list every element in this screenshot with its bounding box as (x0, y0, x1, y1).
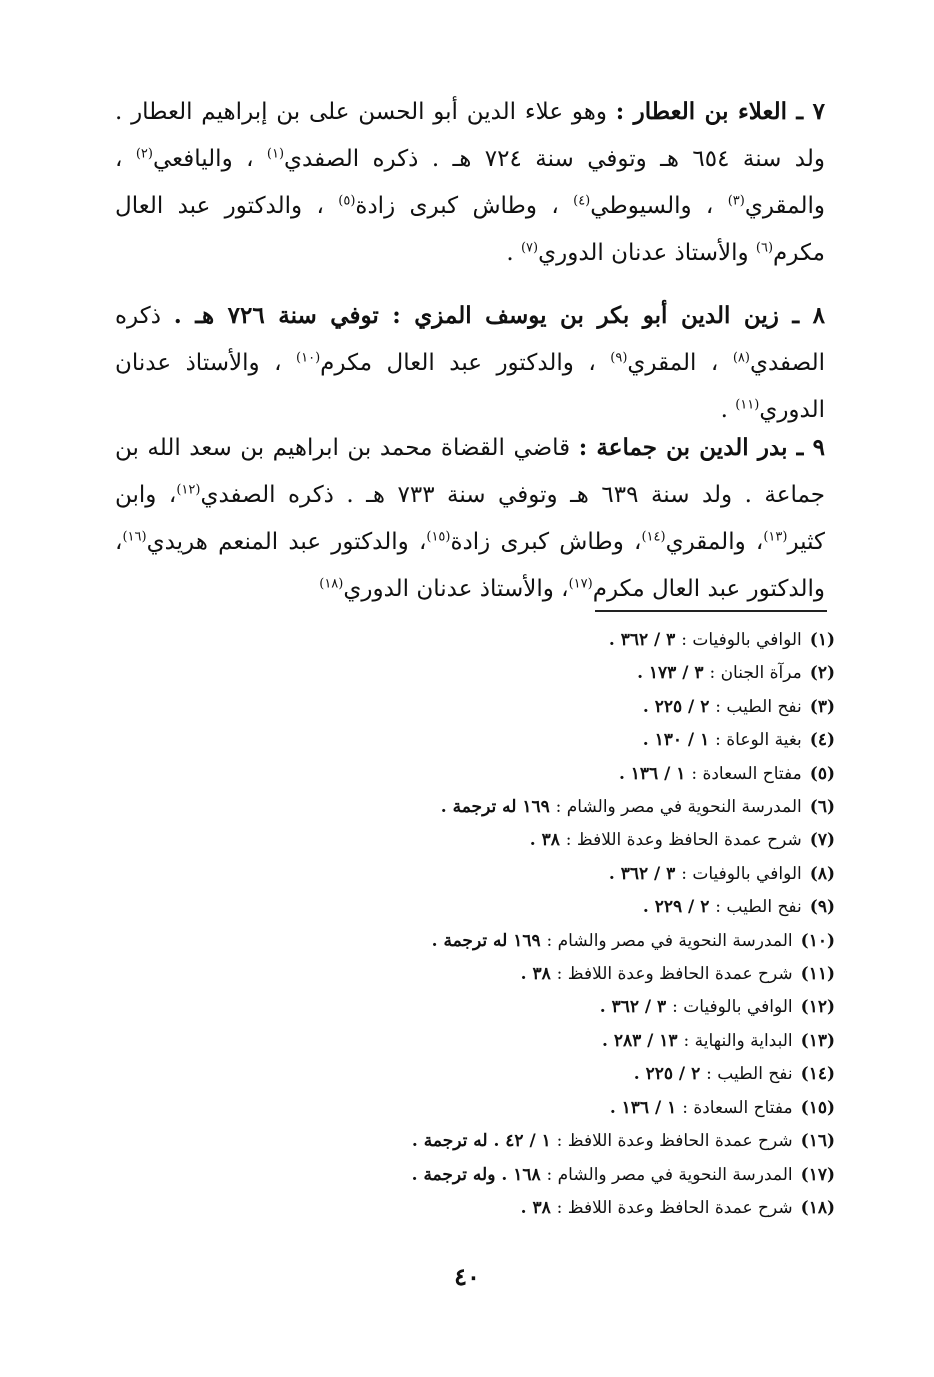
footnote-source: نفح الطيب : (715, 897, 802, 918)
footnote-ref[interactable]: (١١) (735, 397, 760, 413)
page-number: ٤٠ (454, 1262, 480, 1291)
footnote-number: (١٧) (800, 1164, 835, 1185)
footnote-reference: ٣ / ٣٦٢ . (608, 630, 682, 650)
footnote-item (300, 824, 835, 857)
footnote-number: (١٠) (800, 930, 835, 951)
footnote-item (300, 724, 835, 757)
footnote-ref[interactable]: (٦) (755, 240, 774, 256)
footnote-item (300, 657, 835, 690)
footnote-number: (١٨) (800, 1197, 835, 1218)
footnote-source: نفح الطيب : (706, 1064, 793, 1085)
footnote-item (300, 1159, 835, 1192)
entry-text: ذكره الصفدي (115, 303, 826, 376)
footnote-reference: ١ / ١٣٦ . (618, 763, 692, 784)
biography-entry-7 (115, 88, 825, 277)
biography-entry-8 (115, 292, 825, 434)
entry-text: ، والدكتور عبد المنعم هريدي (146, 529, 427, 555)
footnote-ref[interactable]: (١٣) (763, 529, 788, 545)
footnote-reference: ٢ / ٢٢٥ . (642, 696, 716, 717)
footnote-number: (١) (809, 630, 835, 650)
footnote-reference: ١٣ / ٢٨٣ . (601, 1030, 684, 1051)
footnote-number: (٩) (809, 897, 835, 918)
footnote-number: (٦) (809, 797, 835, 818)
footnote-number: (١٥) (800, 1097, 835, 1118)
footnote-source: شرح عمدة الحافظ وعدة اللافظ : (556, 1131, 793, 1152)
footnote-source: الوافي بالوفيات : (672, 997, 793, 1018)
entry-text: ، والسيوطي (590, 193, 728, 219)
footnote-number: (٧) (809, 830, 835, 851)
footnote-reference: ٢ / ٢٢٩ . (642, 897, 716, 918)
footnote-item (300, 1025, 835, 1058)
entry-text: ، والأستاذ عدنان الدوري (343, 576, 569, 602)
footnote-reference: ١ / ١٣٠ . (642, 730, 716, 751)
footnote-reference: ١٦٩ له ترجمة . (440, 797, 556, 818)
footnote-number: (١١) (800, 964, 835, 985)
footnote-source: بغية الوعاة : (715, 730, 802, 751)
footnote-reference: ٢ / ٢٢٥ . (633, 1064, 707, 1085)
footnote-source: البداية والنهاية : (683, 1030, 793, 1051)
footnote-source: شرح عمدة الحافظ وعدة اللافظ : (565, 830, 802, 851)
footnote-source: مفتاح السعادة : (691, 763, 802, 784)
footnote-ref[interactable]: (٧) (520, 240, 539, 256)
footnote-ref[interactable]: (١٢) (176, 482, 201, 498)
entry-text: ، والدكتور عبد العال مكرم (320, 350, 611, 376)
footnote-ref[interactable]: (١٠) (296, 350, 321, 366)
entry-text: ، وطاش كبرى زادة (355, 193, 574, 219)
footnote-source: شرح عمدة الحافظ وعدة اللافظ : (556, 1197, 793, 1218)
entry-text: . (720, 397, 736, 423)
footnote-source: المدرسة النحوية في مصر والشام : (555, 797, 802, 818)
entry-text: ، وطاش كبرى زادة (450, 529, 642, 555)
entry-text: ، والدكتور عبد العال مكرم (115, 193, 825, 266)
footnote-ref[interactable]: (٢) (135, 146, 153, 162)
footnote-number: (١٤) (800, 1064, 835, 1085)
footnote-reference: ٣٨ . (520, 1197, 557, 1218)
footnote-source: مفتاح السعادة : (682, 1097, 793, 1118)
footnote-item (300, 1058, 835, 1091)
footnote-reference: ٣٨ . (520, 964, 557, 985)
footnote-number: (١٦) (800, 1131, 835, 1152)
footnote-number: (١٣) (800, 1030, 835, 1051)
entry-text: ، والمقري (665, 529, 764, 555)
footnote-item (300, 1125, 835, 1158)
footnote-source: الوافي بالوفيات : (681, 630, 802, 650)
footnote-reference: ١ / ٤٢ . له ترجمة . (411, 1131, 557, 1152)
footnote-item (300, 691, 835, 724)
footnote-ref[interactable]: (١٥) (426, 529, 451, 545)
footnote-ref[interactable]: (١٨) (319, 576, 344, 592)
footnote-item (300, 858, 835, 891)
entry-text: ، واليافعي (152, 146, 267, 172)
footnote-number: (٨) (809, 863, 835, 884)
footnote-ref[interactable]: (١٦) (122, 529, 147, 545)
footnote-number: (٥) (809, 763, 835, 784)
entry-heading: ٧ ـ العلاء بن العطار : (615, 98, 825, 125)
footnote-item (300, 1192, 835, 1225)
biography-entry-9 (115, 424, 825, 613)
footnote-item (300, 925, 835, 958)
entry-text: ، والدكتور عبد العال مكرم (115, 529, 825, 602)
footnote-ref[interactable]: (٥) (338, 193, 356, 209)
footnote-reference: ١ / ١٣٦ . (609, 1097, 683, 1118)
footnote-source: الوافي بالوفيات : (681, 863, 802, 884)
entry-heading: ٨ ـ زين الدين أبو بكر بن يوسف المزي : توفي سنة ٧٢٦ هـ . (173, 302, 826, 329)
footnote-source: المدرسة النحوية في مصر والشام : (546, 1164, 793, 1185)
footnotes-list (300, 624, 835, 1225)
footnote-item (300, 958, 835, 991)
entry-text: ، والمقري (115, 146, 825, 219)
footnote-source: المدرسة النحوية في مصر والشام : (546, 930, 793, 951)
footnote-ref[interactable]: (١) (266, 146, 285, 162)
footnote-reference: ١٦٩ له ترجمة . (431, 930, 547, 951)
entry-text: والأستاذ عدنان الدوري (538, 240, 756, 266)
footnote-source: مرآة الجنان : (709, 663, 802, 684)
footnote-ref[interactable]: (٣) (727, 193, 745, 209)
footnote-item (300, 758, 835, 791)
footnote-number: (٢) (809, 663, 835, 684)
footnote-ref[interactable]: (٤) (573, 193, 591, 209)
footnote-source: شرح عمدة الحافظ وعدة اللافظ : (556, 964, 793, 985)
footnote-reference: ٣٨ . (529, 830, 566, 851)
footnote-source: نفح الطيب : (715, 696, 802, 717)
entry-text: قاضي القضاة محمد بن ابراهيم بن سعد الله بن جماعة . ولد سنة ٦٣٩ هـ وتوفي سنة ٧٣٣ هـ . ذكره الصفدي (115, 435, 825, 508)
footnote-item (300, 891, 835, 924)
entry-text: ، وابن كثير (115, 482, 825, 555)
footnote-number: (٣) (809, 696, 835, 717)
footnote-ref[interactable]: (٩) (610, 350, 628, 366)
footnote-reference: ٣ / ٣٦٢ . (608, 863, 682, 884)
footnote-reference: ١٦٨ . وله ترجمة . (411, 1164, 547, 1185)
entry-text: ، المقري (627, 350, 733, 376)
footnote-item (300, 1092, 835, 1125)
footnote-item (300, 991, 835, 1024)
footnote-number: (٤) (809, 730, 835, 751)
footnote-ref[interactable]: (١٤) (641, 529, 666, 545)
entry-text: ، والأستاذ عدنان الدوري (115, 350, 825, 423)
entry-text: وهو علاء الدين أبو الحسن على بن إبراهيم العطار . ولد سنة ٦٥٤ هـ وتوفي سنة ٧٢٤ هـ . ذكره الصفدي (115, 99, 825, 172)
footnote-item (300, 624, 835, 657)
footnote-ref[interactable]: (١٧) (568, 576, 593, 592)
footnote-reference: ٣ / ١٧٣ . (637, 663, 710, 684)
entry-heading: ٩ ـ بدر الدين بن جماعة : (578, 434, 825, 461)
entry-text: . (506, 240, 521, 266)
footnote-ref[interactable]: (٨) (732, 350, 750, 366)
footnote-item (300, 791, 835, 824)
footnote-separator (595, 610, 827, 612)
footnote-reference: ٣ / ٣٦٢ . (599, 997, 673, 1018)
footnote-number: (١٢) (800, 997, 835, 1018)
